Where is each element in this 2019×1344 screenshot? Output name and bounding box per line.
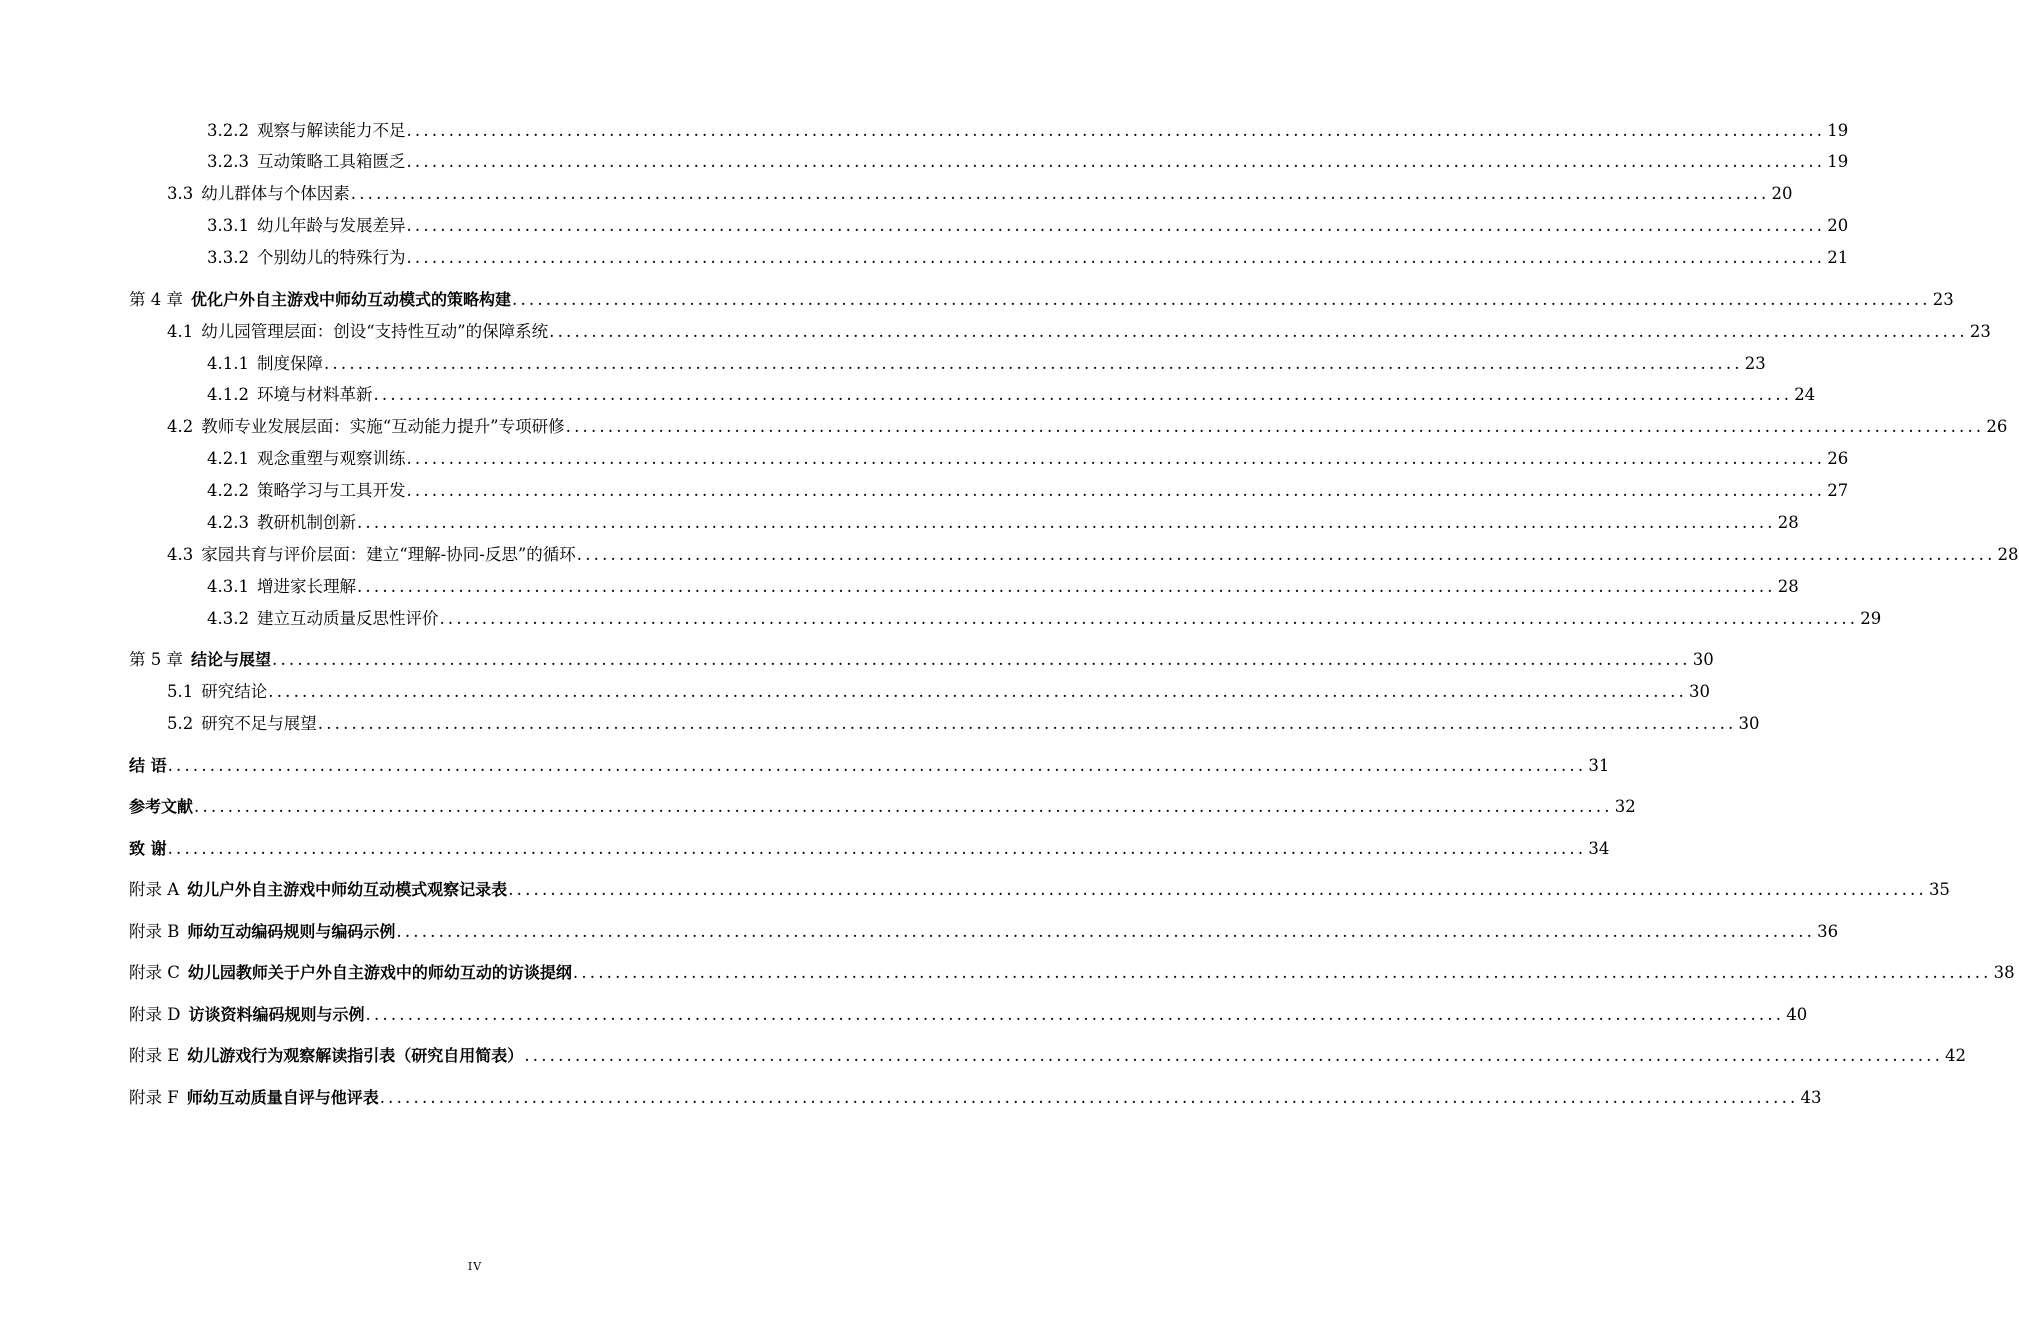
toc-leader-dots <box>549 320 1968 344</box>
toc-entry[interactable] <box>167 182 1793 206</box>
toc-entry-number: 3.3.2 <box>207 248 249 267</box>
toc-entry-number: 4.3.2 <box>207 609 249 628</box>
toc-entry-number: 附录 F <box>129 1088 179 1107</box>
toc-entry[interactable] <box>207 383 1816 407</box>
toc-leader-dots <box>406 447 1825 471</box>
toc-leader-dots <box>406 214 1825 238</box>
toc-leader-dots <box>268 680 1687 704</box>
toc-entry-number: 4.2.1 <box>207 449 249 468</box>
toc-leader-dots <box>406 119 1825 143</box>
toc-entry-title: 幼儿园教师关于户外自主游戏中的师幼互动的访谈提纲 <box>187 963 572 982</box>
toc-entry-title: 家园共育与评价层面：建立“理解-协同-反思”的循环 <box>201 545 576 564</box>
toc-entry-number: 4.2.2 <box>207 481 249 500</box>
toc-entry[interactable] <box>207 246 1849 270</box>
toc-entry-page: 40 <box>1786 1005 1808 1024</box>
toc-entry-title: 研究不足与展望 <box>201 714 317 733</box>
toc-entry-title: 建立互动质量反思性评价 <box>256 609 439 628</box>
toc-leader-dots <box>406 150 1825 174</box>
toc-entry-title: 优化户外自主游戏中师幼互动模式的策略构建 <box>191 290 512 309</box>
toc-entry-number: 第 5 章 <box>129 650 183 669</box>
toc-leader-dots <box>566 415 1985 439</box>
toc-entry-number: 附录 E <box>129 1046 180 1065</box>
toc-entry-title: 致 谢 <box>129 839 167 858</box>
toc-leader-dots <box>366 1003 1785 1027</box>
toc-entry-page: 26 <box>1827 449 1849 468</box>
toc-entry-number: 附录 A <box>129 880 180 899</box>
toc-entry-page: 30 <box>1689 682 1710 701</box>
toc-entry-page: 23 <box>1744 354 1766 373</box>
toc-entry[interactable] <box>207 511 1799 535</box>
toc-entry-page: 38 <box>1993 963 2015 982</box>
toc-entry-title: 师幼互动编码规则与编码示例 <box>187 922 396 941</box>
toc-entry-number: 4.3.1 <box>207 577 249 596</box>
toc-entry-page: 26 <box>1986 417 2008 436</box>
toc-entry-number: 附录 D <box>129 1005 181 1024</box>
toc-entry-page: 28 <box>1997 545 2019 564</box>
toc-leader-dots <box>512 288 1931 312</box>
toc-entry[interactable] <box>207 150 1849 174</box>
toc-entry-number: 4.2 <box>167 417 194 436</box>
toc-entry-number: 4.3 <box>167 545 194 564</box>
toc-entry-page: 31 <box>1588 756 1610 775</box>
toc-entry-title: 环境与材料革新 <box>256 385 373 404</box>
toc-entry-title: 参考文献 <box>129 797 194 816</box>
toc-entry-page: 20 <box>1827 216 1849 235</box>
toc-entry-title: 幼儿群体与个体因素 <box>201 184 350 203</box>
toc-leader-dots <box>524 1044 1943 1068</box>
toc-leader-dots <box>357 575 1776 599</box>
toc-entry-page: 42 <box>1945 1046 1967 1065</box>
toc-entry-number: 5.1 <box>167 682 194 701</box>
toc-entry[interactable] <box>129 288 1954 312</box>
toc-entry[interactable] <box>129 1086 1822 1110</box>
toc-entry-title: 幼儿游戏行为观察解读指引表（研究自用简表） <box>187 1046 524 1065</box>
toc-entry-title: 策略学习与工具开发 <box>256 481 406 500</box>
toc-entry-page: 35 <box>1928 880 1950 899</box>
toc-entry-page: 34 <box>1588 839 1610 858</box>
toc-entry-number: 4.1 <box>167 322 194 341</box>
toc-leader-dots <box>168 837 1587 861</box>
toc-entry-page: 23 <box>1969 322 1991 341</box>
toc-entry[interactable] <box>129 878 1950 902</box>
toc-leader-dots <box>380 1086 1799 1110</box>
toc-entry[interactable] <box>207 607 1882 631</box>
toc-entry-number: 3.2.3 <box>207 152 249 171</box>
toc-entry[interactable] <box>207 575 1799 599</box>
toc-entry[interactable] <box>207 352 1766 376</box>
toc-leader-dots <box>272 648 1691 672</box>
toc-entry-number: 3.2.2 <box>207 121 249 140</box>
toc-entry-number: 第 4 章 <box>129 290 183 309</box>
page-number: IV <box>467 1260 483 1273</box>
toc-entry-title: 幼儿户外自主游戏中师幼互动模式观察记录表 <box>187 880 508 899</box>
toc-entry[interactable] <box>207 214 1849 238</box>
toc-leader-dots <box>508 878 1927 902</box>
toc-leader-dots <box>396 920 1815 944</box>
toc-leader-dots <box>439 607 1858 631</box>
toc-leader-dots <box>168 754 1587 778</box>
toc-entry-title: 增进家长理解 <box>256 577 356 596</box>
toc-entry[interactable] <box>167 543 2019 567</box>
toc-entry-title: 师幼互动质量自评与他评表 <box>186 1088 379 1107</box>
toc-leader-dots <box>406 246 1825 270</box>
toc-leader-dots <box>351 182 1770 206</box>
toc-entry-number: 3.3.1 <box>207 216 249 235</box>
toc-entry-title: 访谈资料编码规则与示例 <box>188 1005 365 1024</box>
toc-entry[interactable] <box>129 837 1610 861</box>
toc-entry-page: 19 <box>1827 152 1849 171</box>
toc-entry[interactable] <box>167 320 1991 344</box>
toc-entry-number: 3.3 <box>167 184 194 203</box>
toc-entry-page: 24 <box>1794 385 1816 404</box>
toc-entry-number: 附录 C <box>129 963 180 982</box>
toc-entry-title: 制度保障 <box>256 354 323 373</box>
toc-entry-page: 28 <box>1777 577 1799 596</box>
toc-entry-title: 互动策略工具箱匮乏 <box>256 152 406 171</box>
toc-leader-dots <box>373 383 1792 407</box>
toc-entry[interactable] <box>129 920 1839 944</box>
toc-entry-page: 32 <box>1614 797 1636 816</box>
toc-leader-dots <box>357 511 1776 535</box>
toc-entry[interactable] <box>129 754 1610 778</box>
toc-entry-page: 30 <box>1692 650 1714 669</box>
toc-entry-title: 结 语 <box>129 756 167 775</box>
toc-entry-title: 结论与展望 <box>191 650 272 669</box>
toc-leader-dots <box>406 479 1825 503</box>
toc-entry[interactable] <box>129 1003 1808 1027</box>
toc-entry-number: 4.1.1 <box>207 354 249 373</box>
toc-entry-page: 19 <box>1827 121 1849 140</box>
toc-entry[interactable] <box>207 479 1849 503</box>
toc-entry-page: 23 <box>1932 290 1954 309</box>
toc-entry-number: 4.2.3 <box>207 513 249 532</box>
toc-entry-number: 4.1.2 <box>207 385 249 404</box>
toc-entry-title: 幼儿年龄与发展差异 <box>256 216 406 235</box>
toc-entry[interactable] <box>167 415 2008 439</box>
toc-entry-page: 43 <box>1800 1088 1822 1107</box>
toc-entry-page: 21 <box>1827 248 1849 267</box>
toc-leader-dots <box>318 712 1737 736</box>
toc-leader-dots <box>577 543 1996 567</box>
toc-entry[interactable] <box>167 712 1760 736</box>
toc-entry[interactable] <box>167 680 1710 704</box>
toc-entry-number: 附录 B <box>129 922 180 941</box>
toc-entry[interactable] <box>207 447 1849 471</box>
toc-entry-title: 个别幼儿的特殊行为 <box>256 248 406 267</box>
toc-entry-title: 研究结论 <box>201 682 268 701</box>
toc-entry-title: 观察与解读能力不足 <box>256 121 406 140</box>
toc-entry-page: 30 <box>1738 714 1760 733</box>
toc-entry-number: 5.2 <box>167 714 194 733</box>
toc-leader-dots <box>194 795 1613 819</box>
toc-entry-title: 教师专业发展层面：实施“互动能力提升”专项研修 <box>201 417 565 436</box>
toc-entry[interactable] <box>129 1044 1967 1068</box>
toc-entry[interactable] <box>207 119 1849 143</box>
toc-entry-page: 28 <box>1777 513 1799 532</box>
toc-entry[interactable] <box>129 795 1636 819</box>
toc-entry-page: 27 <box>1827 481 1849 500</box>
toc-entry-title: 观念重塑与观察训练 <box>256 449 406 468</box>
toc-entry[interactable] <box>129 648 1714 672</box>
toc-entry[interactable] <box>129 961 2015 985</box>
toc-leader-dots <box>324 352 1743 376</box>
toc-entry-page: 20 <box>1771 184 1793 203</box>
toc-entry-page: 29 <box>1860 609 1882 628</box>
toc-leader-dots <box>573 961 1992 985</box>
toc-entry-title: 教研机制创新 <box>256 513 356 532</box>
toc-entry-page: 36 <box>1817 922 1839 941</box>
toc-entry-title: 幼儿园管理层面：创设“支持性互动”的保障系统 <box>201 322 549 341</box>
